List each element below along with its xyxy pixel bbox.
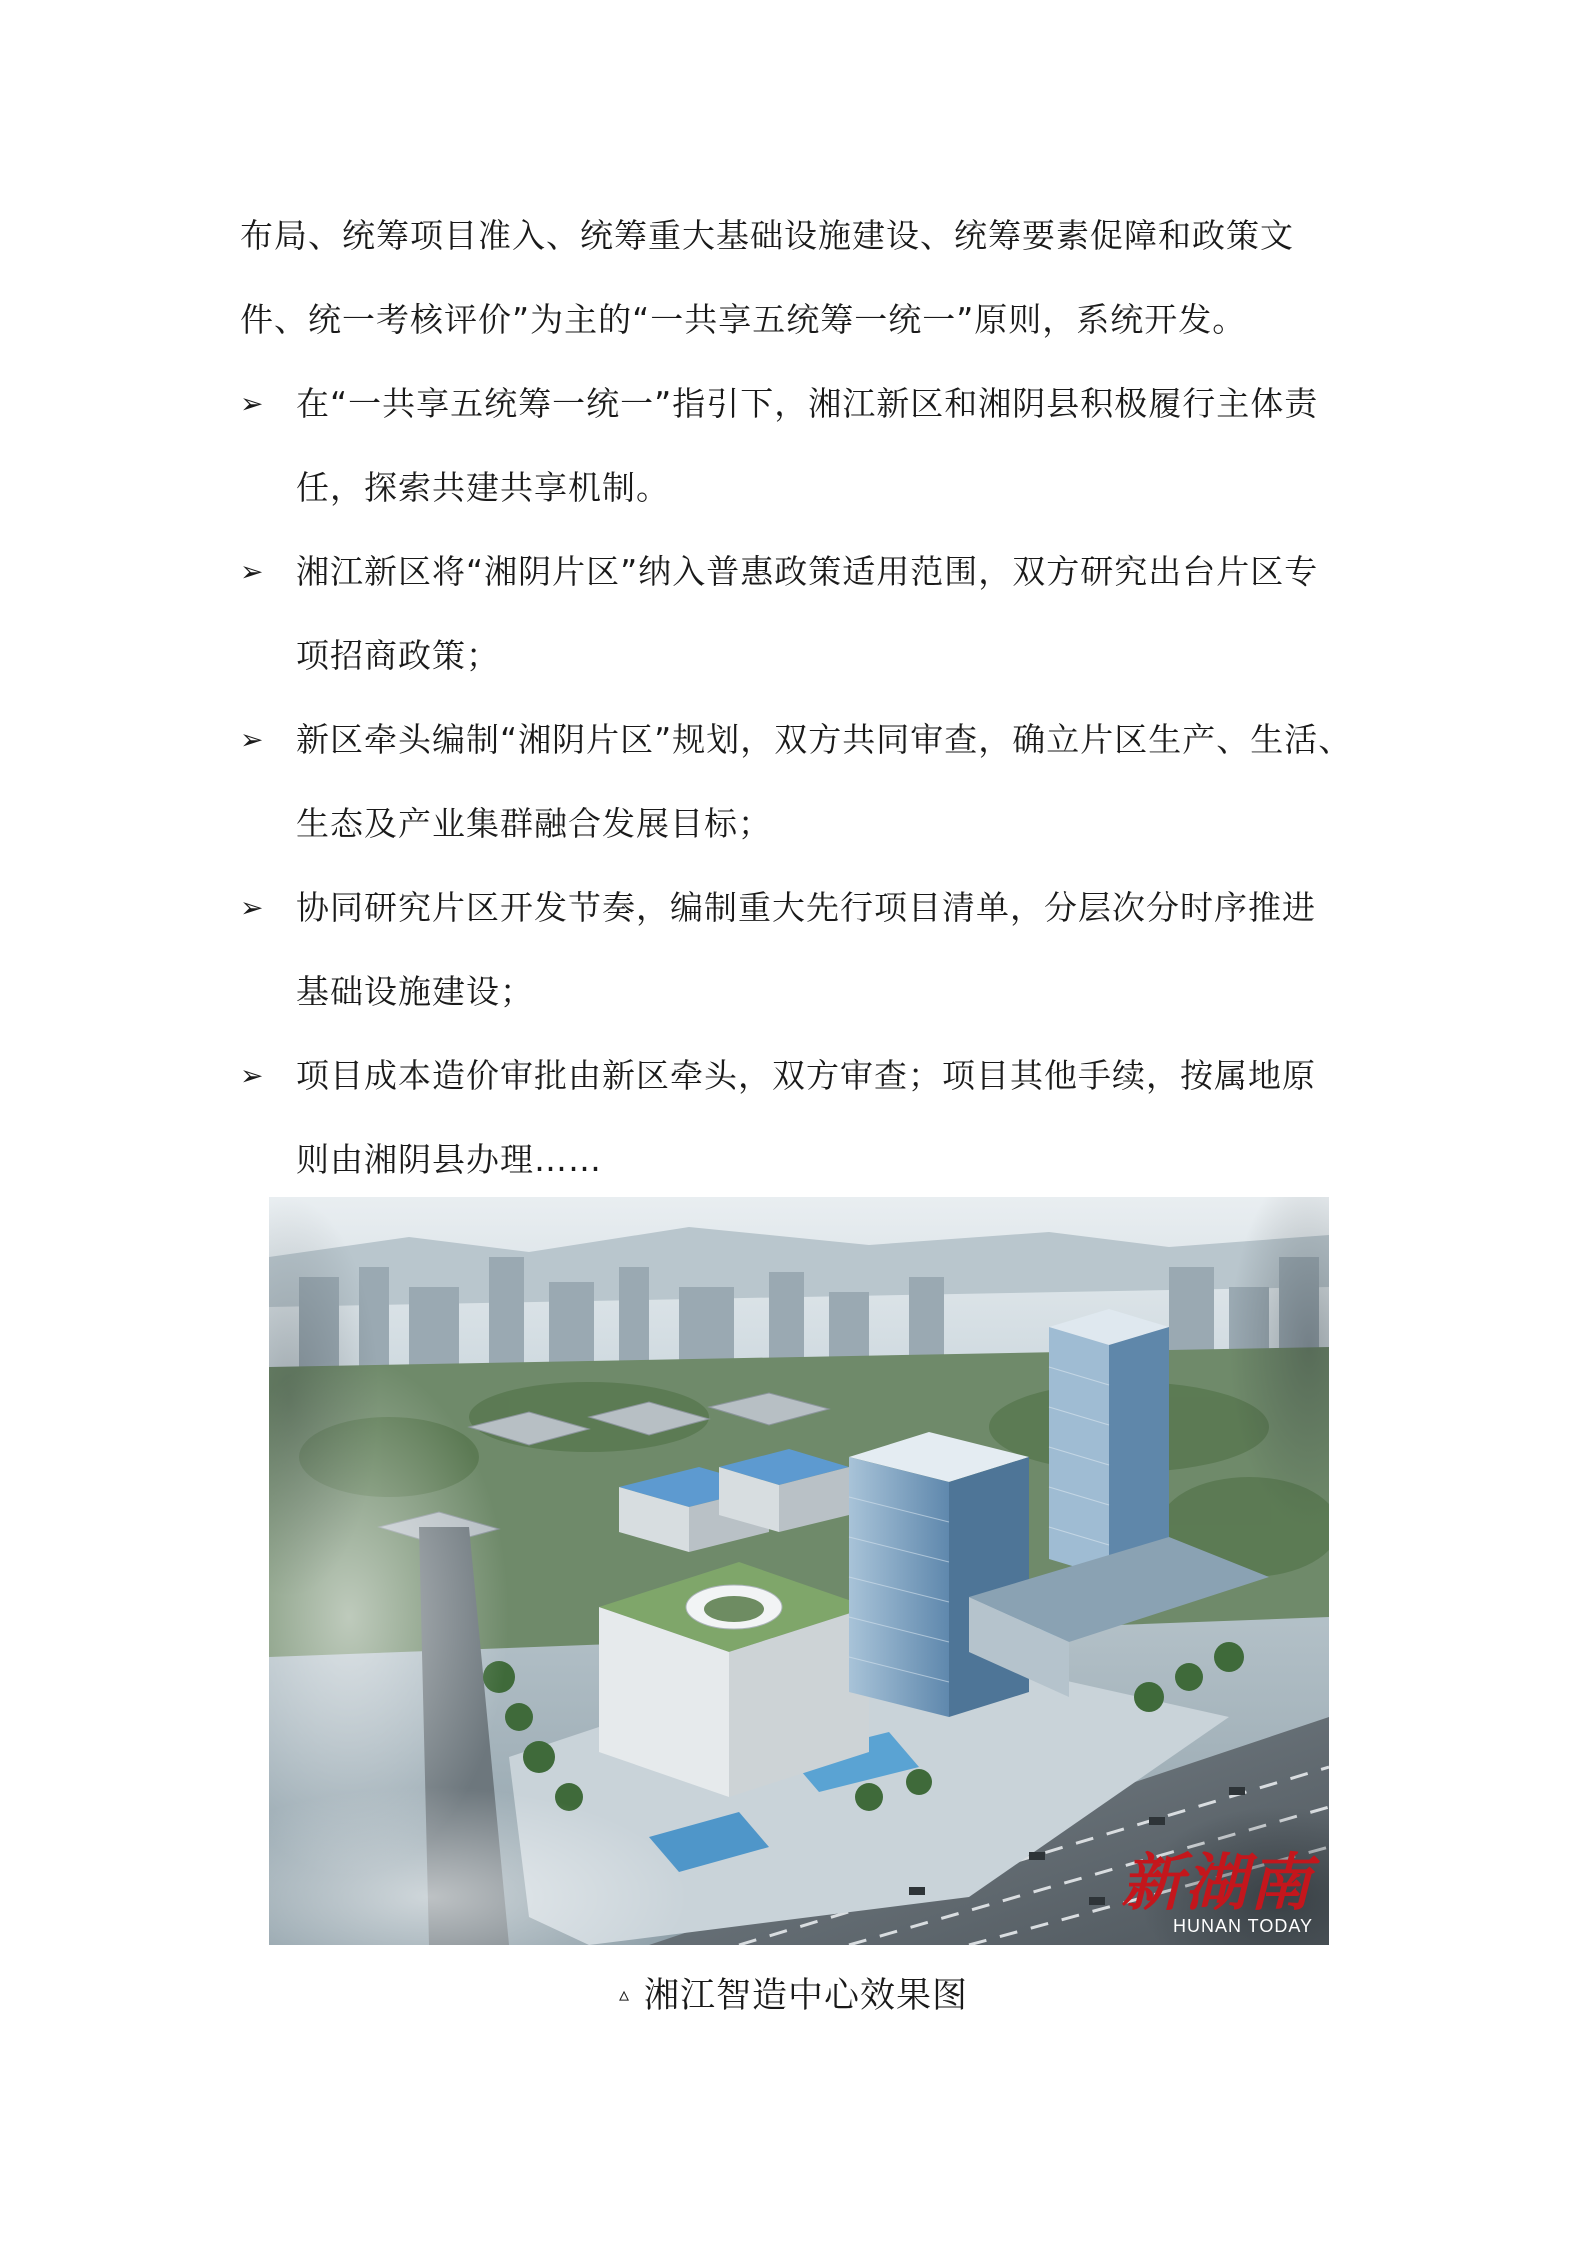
bullet-line-1: 在“一共享五统筹一统一”指引下，湘江新区和湘阴县积极履行主体责 [296, 384, 1319, 423]
bullet-line-2: 基础设施建设； [296, 972, 534, 1011]
bullet-line-1: 协同研究片区开发节奏，编制重大先行项目清单，分层次分时序推进 [296, 888, 1316, 927]
bullet-arrow-icon: ➢ [240, 723, 264, 756]
bullet-arrow-icon: ➢ [240, 555, 264, 588]
bullet-line-2: 任，探索共建共享机制。 [296, 468, 670, 507]
bullet-arrow-icon: ➢ [240, 891, 264, 924]
bullet-line-1: 新区牵头编制“湘阴片区”规划，双方共同审查，确立片区生产、生活、 [296, 720, 1353, 759]
figure-caption [0, 1973, 1587, 2017]
rendering-image [269, 1197, 1329, 1945]
watermark-english-text: HUNAN TODAY [1172, 1916, 1313, 1936]
watermark-logo-text: 新湖南 [1120, 1846, 1313, 1919]
caption-text: 湘江智造中心效果图 [644, 1976, 969, 2016]
aerial-city-illustration [269, 1197, 1329, 1945]
bullet-arrow-icon: ➢ [240, 387, 264, 420]
intro-line-1: 布局、统筹项目准入、统筹重大基础设施建设、统筹要素促障和政策文 [240, 216, 1294, 255]
bullet-line-2: 项招商政策； [296, 636, 500, 675]
bullet-line-2: 生态及产业集群融合发展目标； [296, 804, 772, 843]
intro-line-2: 件、统一考核评价”为主的“一共享五统筹一统一”原则，系统开发。 [240, 300, 1247, 339]
bullet-arrow-icon: ➢ [240, 1059, 264, 1092]
bullet-line-1: 湘江新区将“湘阴片区”纳入普惠政策适用范围，双方研究出台片区专 [296, 552, 1319, 591]
triangle-icon: ▵ [618, 1982, 631, 2006]
news-watermark [1120, 1846, 1313, 1937]
bullet-line-1: 项目成本造价审批由新区牵头，双方审查；项目其他手续，按属地原 [296, 1056, 1316, 1095]
bullet-line-2: 则由湘阴县办理…… [296, 1140, 602, 1179]
